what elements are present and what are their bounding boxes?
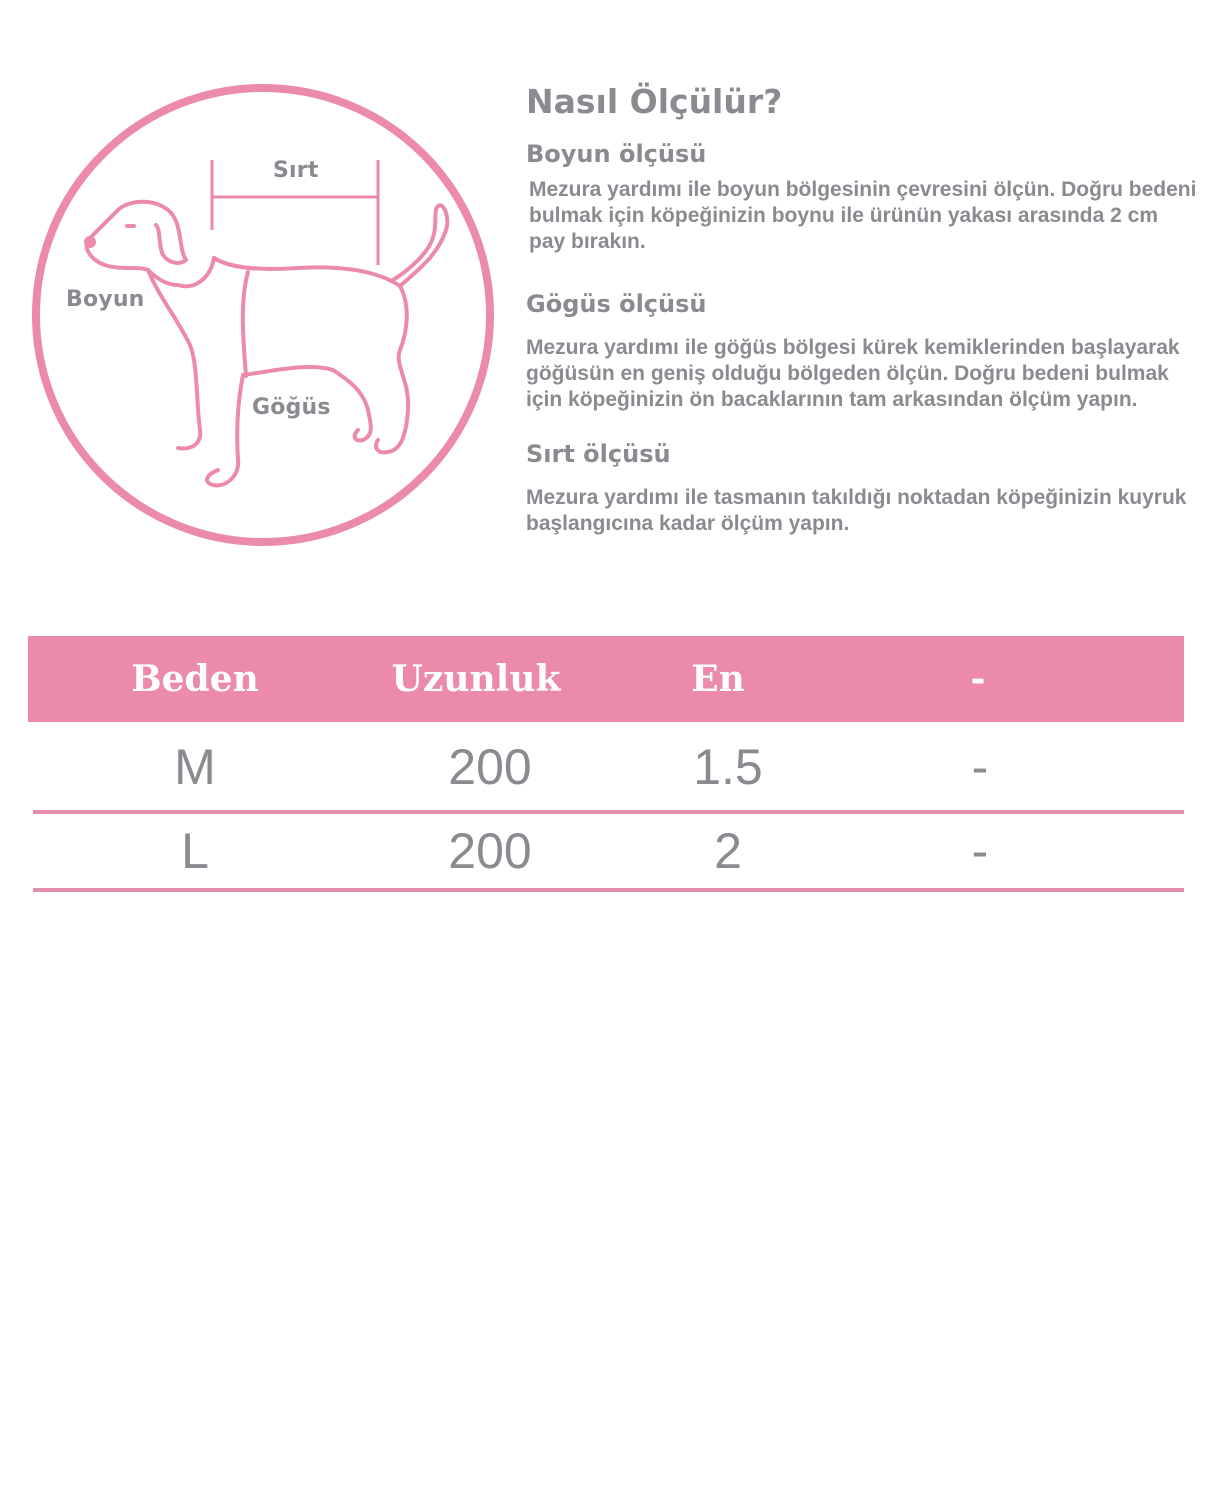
- cell-extra: -: [971, 739, 989, 795]
- cell-length: 200: [448, 823, 532, 879]
- neck-label: Boyun: [66, 287, 145, 312]
- diagram-circle: [36, 88, 490, 542]
- header-width: En: [691, 658, 745, 700]
- neck-description: Mezura yardımı ile boyun bölgesinin çevresini ölçün. Doğru bedeni bulmak için köpeğinizin boynu ile ürünün yakası arasında 2 cm pay bırakın.: [529, 178, 1197, 253]
- header-length: Uzunluk: [391, 658, 561, 700]
- back-description: Mezura yardımı ile tasmanın takıldığı noktadan köpeğinizin kuyruk başlangıcına kadar ölçüm yapın.: [526, 486, 1187, 535]
- cell-width: 1.5: [693, 739, 763, 795]
- guide-title: Nasıl Ölçülür?: [526, 82, 783, 121]
- header-extra: -: [970, 658, 986, 700]
- chest-description: Mezura yardımı ile göğüs bölgesi kürek kemiklerinden başlayarak göğüsün en geniş olduğu bölgeden ölçün. Doğru bedeni bulmak için köpeğinizin ön bacaklarının tam arkasından ölçüm yapın.: [526, 336, 1180, 411]
- back-heading: Sırt ölçüsü: [526, 440, 671, 468]
- cell-extra: -: [971, 823, 989, 879]
- dog-outline: [86, 202, 447, 486]
- header-size: Beden: [131, 658, 259, 700]
- back-label: Sırt: [273, 158, 319, 183]
- table-row: [33, 814, 1184, 892]
- chest-label: Göğüs: [252, 395, 331, 420]
- cell-size: L: [181, 823, 209, 879]
- chest-heading: Gögüs ölçüsü: [526, 290, 707, 318]
- measurement-diagram: [28, 80, 498, 550]
- size-table-header: [28, 636, 1184, 722]
- cell-width: 2: [714, 823, 742, 879]
- dog-measurement-icon: [28, 80, 498, 550]
- cell-size: M: [174, 739, 216, 795]
- table-row: [33, 724, 1184, 814]
- cell-length: 200: [448, 739, 532, 795]
- neck-heading: Boyun ölçüsü: [526, 140, 707, 168]
